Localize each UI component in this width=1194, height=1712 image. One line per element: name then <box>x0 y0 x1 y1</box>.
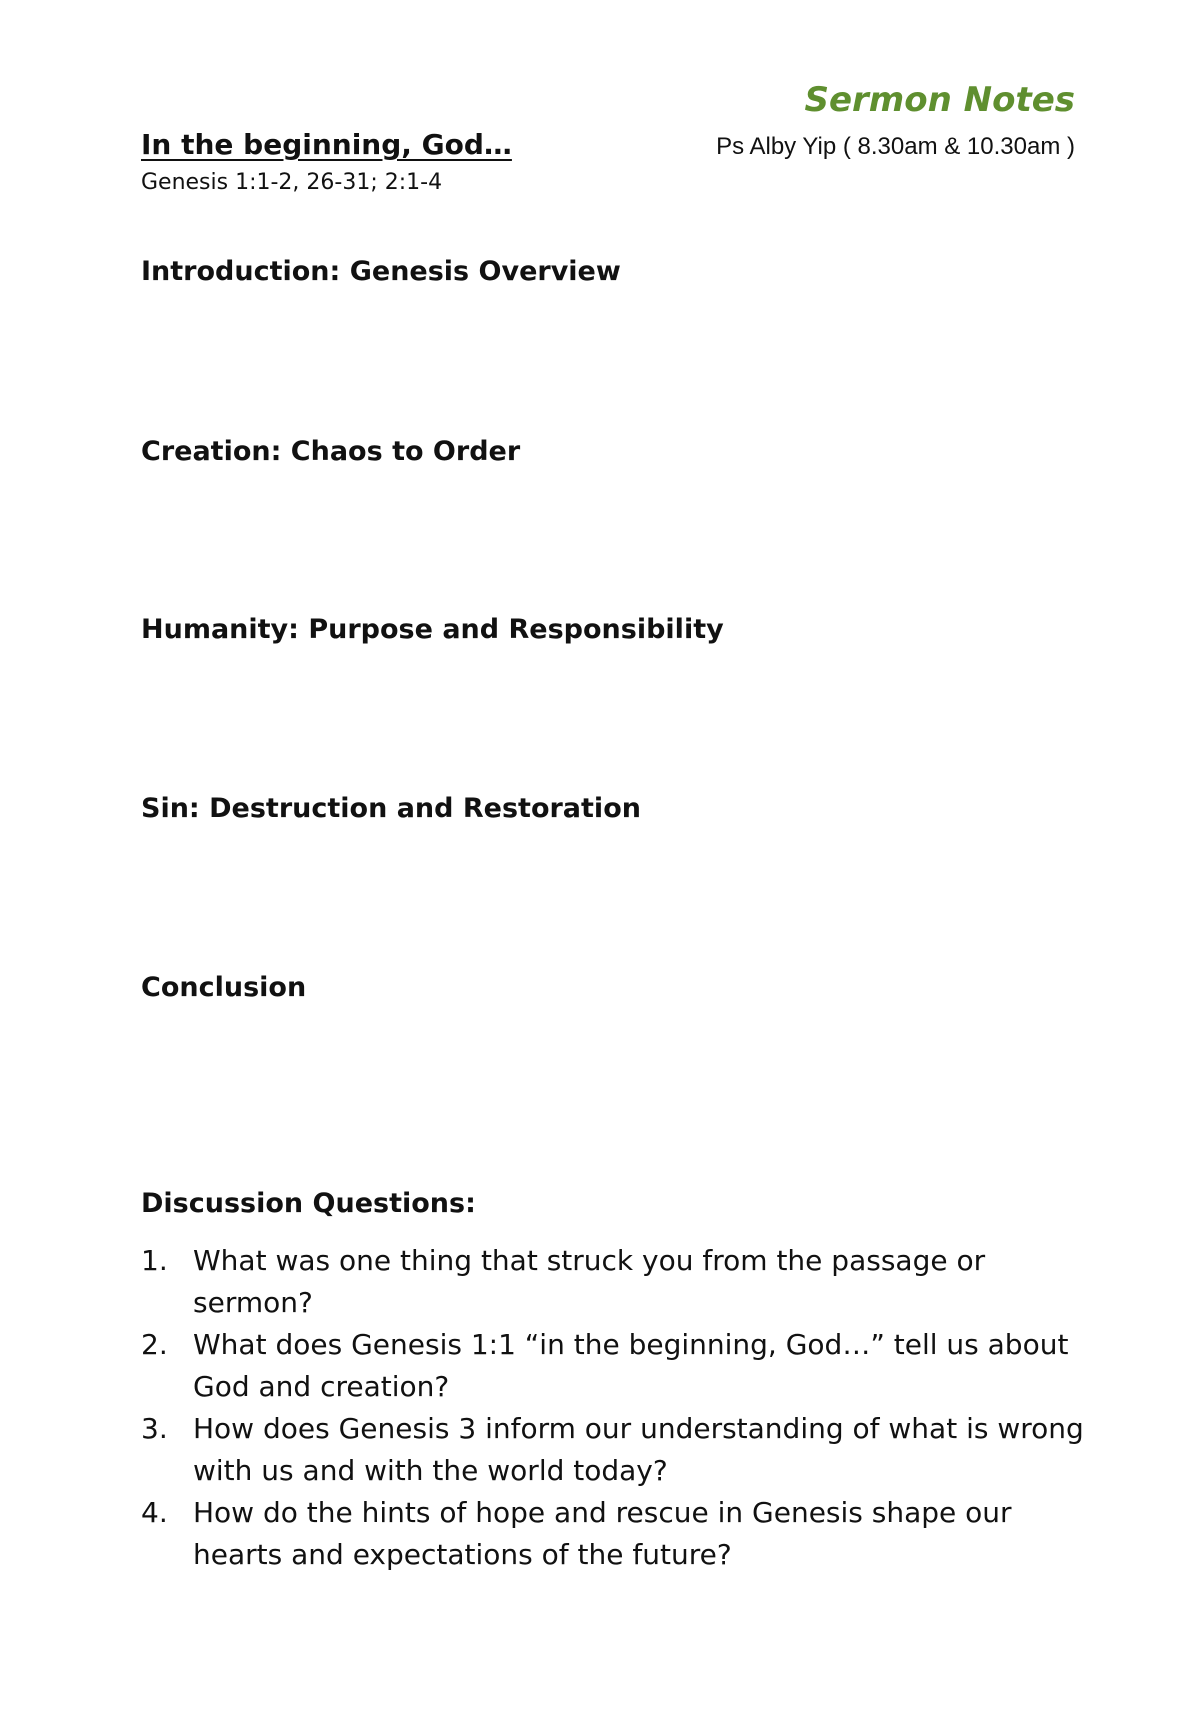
sermon-notes-label: Sermon Notes <box>804 80 1075 120</box>
section-heading-sin: Sin: Destruction and Restoration <box>141 793 641 824</box>
scripture-passage: Genesis 1:1-2, 26-31; 2:1-4 <box>141 170 443 195</box>
question-number: 2. <box>141 1328 168 1361</box>
discussion-questions-list <box>141 1240 1091 1576</box>
section-heading-conclusion: Conclusion <box>141 972 307 1003</box>
speaker-and-service-times: Ps Alby Yip ( 8.30am & 10.30am ) <box>716 133 1075 160</box>
question-item <box>141 1324 1091 1408</box>
section-heading-humanity: Humanity: Purpose and Responsibility <box>141 614 724 645</box>
question-number: 1. <box>141 1244 168 1277</box>
question-item <box>141 1408 1091 1492</box>
section-heading-introduction: Introduction: Genesis Overview <box>141 256 621 287</box>
question-item <box>141 1240 1091 1324</box>
question-item <box>141 1492 1091 1576</box>
question-text: What was one thing that struck you from the passage or sermon? <box>193 1244 986 1319</box>
question-text: How does Genesis 3 inform our understanding of what is wrong with us and with the world today? <box>193 1412 1084 1487</box>
question-text: What does Genesis 1:1 “in the beginning, God…” tell us about God and creation? <box>193 1328 1069 1403</box>
discussion-questions-title: Discussion Questions: <box>141 1188 476 1219</box>
question-number: 4. <box>141 1496 168 1529</box>
sermon-title: In the beginning, God… <box>141 128 512 161</box>
question-number: 3. <box>141 1412 168 1445</box>
question-text: How do the hints of hope and rescue in Genesis shape our hearts and expectations of the future? <box>193 1496 1012 1571</box>
section-heading-creation: Creation: Chaos to Order <box>141 436 521 467</box>
